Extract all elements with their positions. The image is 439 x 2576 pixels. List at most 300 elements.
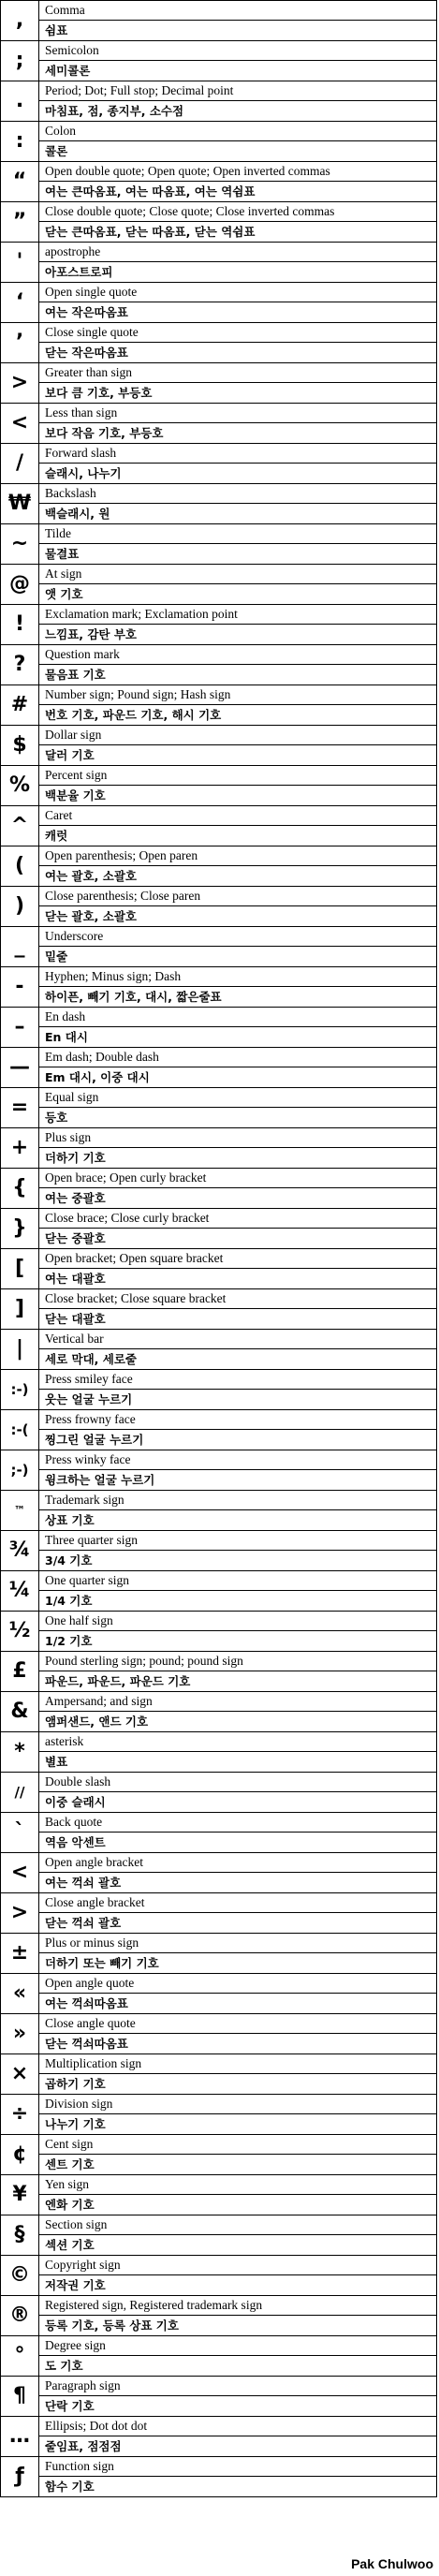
symbol-row-korean [1, 1833, 437, 1853]
symbol-row [1, 726, 437, 745]
korean-name: 역음 악센트 [39, 1833, 437, 1853]
symbol-glyph: ÷ [1, 2095, 39, 2135]
symbol-row-korean [1, 947, 437, 967]
symbol-row [1, 243, 437, 262]
english-name: Copyright sign [39, 2256, 437, 2275]
symbol-row-korean [1, 584, 437, 605]
symbol-glyph: « [1, 1974, 39, 2014]
symbol-glyph: [ [1, 1249, 39, 1289]
symbol-row-korean [1, 2034, 437, 2054]
english-name: Percent sign [39, 766, 437, 786]
korean-name: 윙크하는 얼굴 누르기 [39, 1470, 437, 1491]
symbol-glyph: + [1, 1128, 39, 1169]
english-name: Press winky face [39, 1450, 437, 1470]
symbol-row-korean [1, 383, 437, 404]
symbol-glyph: — [1, 1048, 39, 1088]
symbol-row [1, 1732, 437, 1752]
symbol-row [1, 1531, 437, 1551]
symbol-row-korean [1, 1309, 437, 1330]
symbol-row-korean [1, 182, 437, 202]
symbol-row [1, 806, 437, 826]
symbol-row [1, 1773, 437, 1792]
english-name: Ampersand; and sign [39, 1692, 437, 1712]
english-name: Three quarter sign [39, 1531, 437, 1551]
symbol-row [1, 1652, 437, 1671]
korean-name: 캐럿 [39, 826, 437, 846]
korean-name: 밑줄 [39, 947, 437, 967]
english-name: Less than sign [39, 404, 437, 423]
symbol-row [1, 1974, 437, 1994]
symbol-row-korean [1, 1913, 437, 1934]
english-name: Exclamation mark; Exclamation point [39, 605, 437, 625]
symbol-row [1, 2336, 437, 2356]
korean-name: 백슬래시, 원 [39, 504, 437, 524]
symbol-row [1, 524, 437, 544]
korean-name: 여는 꺽쇠 괄호 [39, 1873, 437, 1893]
symbol-row-korean [1, 2114, 437, 2135]
symbol-row-korean [1, 1027, 437, 1048]
english-name: Open double quote; Open quote; Open inverted commas [39, 162, 437, 182]
symbol-row [1, 363, 437, 383]
symbol-row [1, 1813, 437, 1833]
symbol-row [1, 2256, 437, 2275]
symbol-glyph: < [1, 1853, 39, 1893]
english-name: Paragraph sign [39, 2377, 437, 2396]
symbol-row-korean [1, 1390, 437, 1410]
symbol-glyph: ± [1, 1934, 39, 1974]
korean-name: 찡그린 얼굴 누르기 [39, 1430, 437, 1450]
english-name: Press frowny face [39, 1410, 437, 1430]
korean-name: 아포스트로피 [39, 262, 437, 283]
symbol-glyph: // [1, 1773, 39, 1813]
korean-name: 보다 작음 기호, 부등호 [39, 423, 437, 444]
korean-name: 닫는 괄호, 소괄호 [39, 906, 437, 927]
symbol-row [1, 1048, 437, 1067]
korean-name: 세로 막대, 세로줄 [39, 1349, 437, 1370]
symbol-glyph: ¾ [1, 1531, 39, 1571]
symbol-glyph: ‘ [1, 283, 39, 323]
symbol-glyph: , [1, 1, 39, 41]
symbol-glyph: ¥ [1, 2175, 39, 2215]
symbol-row-korean [1, 1671, 437, 1692]
symbol-row-korean [1, 1712, 437, 1732]
korean-name: 여는 큰따옴표, 여는 따옴표, 여는 역쉼표 [39, 182, 437, 202]
korean-name: 저작권 기호 [39, 2275, 437, 2296]
english-name: Forward slash [39, 444, 437, 464]
symbol-row [1, 1209, 437, 1229]
symbol-row-korean [1, 2477, 437, 2497]
symbol-row [1, 122, 437, 141]
symbol-row-korean [1, 1430, 437, 1450]
symbol-row [1, 927, 437, 947]
symbol-glyph: . [1, 81, 39, 122]
symbol-glyph: ` [1, 1813, 39, 1853]
english-name: Tilde [39, 524, 437, 544]
english-name: Comma [39, 1, 437, 21]
korean-name: 웃는 얼굴 누르기 [39, 1390, 437, 1410]
symbol-glyph: ¼ [1, 1571, 39, 1612]
symbol-row-korean [1, 1551, 437, 1571]
symbol-row-korean [1, 141, 437, 162]
korean-name: 단락 기호 [39, 2396, 437, 2417]
english-name: Pound sterling sign; pound; pound sign [39, 1652, 437, 1671]
korean-name: 도 기호 [39, 2356, 437, 2377]
symbol-row-korean [1, 826, 437, 846]
symbol-row-korean [1, 222, 437, 243]
english-name: Close single quote [39, 323, 437, 343]
symbol-row-korean [1, 423, 437, 444]
symbol-glyph: “ [1, 162, 39, 202]
symbol-row [1, 1491, 437, 1510]
symbol-glyph: ¶ [1, 2377, 39, 2417]
symbol-row-korean [1, 61, 437, 81]
english-name: Question mark [39, 645, 437, 665]
symbol-row [1, 444, 437, 464]
symbol-row-korean [1, 2074, 437, 2095]
english-name: Open bracket; Open square bracket [39, 1249, 437, 1269]
symbol-glyph: ’ [1, 323, 39, 363]
symbol-glyph: ½ [1, 1612, 39, 1652]
symbol-row [1, 202, 437, 222]
symbol-row-korean [1, 745, 437, 766]
english-name: Semicolon [39, 41, 437, 61]
symbol-row [1, 1088, 437, 1108]
english-name: At sign [39, 565, 437, 584]
korean-name: 슬래시, 나누기 [39, 464, 437, 484]
symbol-row-korean [1, 1188, 437, 1209]
korean-name: 느낌표, 감탄 부호 [39, 625, 437, 645]
symbol-glyph: ) [1, 887, 39, 927]
korean-name: 곱하기 기호 [39, 2074, 437, 2095]
english-name: Close brace; Close curly bracket [39, 1209, 437, 1229]
symbol-row [1, 685, 437, 705]
korean-name: 물음표 기호 [39, 665, 437, 685]
english-name: Close parenthesis; Close paren [39, 887, 437, 906]
korean-name: 여는 대괄호 [39, 1269, 437, 1289]
symbol-row [1, 605, 437, 625]
english-name: asterisk [39, 1732, 437, 1752]
symbol-glyph: ? [1, 645, 39, 685]
symbol-glyph: = [1, 1088, 39, 1128]
english-name: Double slash [39, 1773, 437, 1792]
symbol-row-korean [1, 262, 437, 283]
korean-name: 이중 슬래시 [39, 1792, 437, 1813]
korean-name: 1/2 기호 [39, 1631, 437, 1652]
english-name: Hyphen; Minus sign; Dash [39, 967, 437, 987]
korean-name: 콜론 [39, 141, 437, 162]
symbol-table-body [1, 1, 437, 2497]
korean-name: 별표 [39, 1752, 437, 1773]
english-name: One quarter sign [39, 1571, 437, 1591]
korean-name: 센트 기호 [39, 2155, 437, 2175]
english-name: Ellipsis; Dot dot dot [39, 2417, 437, 2436]
symbol-glyph: / [1, 444, 39, 484]
english-name: Open single quote [39, 283, 437, 302]
symbol-row-korean [1, 1229, 437, 1249]
symbol-glyph: < [1, 404, 39, 444]
korean-name: 닫는 꺽쇠 괄호 [39, 1913, 437, 1934]
korean-name: 엔화 기호 [39, 2195, 437, 2215]
symbol-row [1, 1612, 437, 1631]
symbol-glyph: ¢ [1, 2135, 39, 2175]
symbol-row-korean [1, 987, 437, 1008]
symbol-glyph: £ [1, 1652, 39, 1692]
korean-name: 여는 작은따옴표 [39, 302, 437, 323]
symbol-glyph: ^ [1, 806, 39, 846]
symbol-row [1, 1692, 437, 1712]
symbol-row [1, 404, 437, 423]
symbol-row-korean [1, 2436, 437, 2457]
symbol-row [1, 2215, 437, 2235]
symbol-glyph: § [1, 2215, 39, 2256]
symbol-glyph: @ [1, 565, 39, 605]
english-name: One half sign [39, 1612, 437, 1631]
symbol-glyph: » [1, 2014, 39, 2054]
symbol-row [1, 484, 437, 504]
symbol-row-korean [1, 1148, 437, 1169]
korean-name: 닫는 중괄호 [39, 1229, 437, 1249]
symbol-row-korean [1, 2235, 437, 2256]
english-name: Division sign [39, 2095, 437, 2114]
symbol-row-korean [1, 2396, 437, 2417]
english-name: apostrophe [39, 243, 437, 262]
korean-name: 앳 기호 [39, 584, 437, 605]
symbol-row [1, 1571, 437, 1591]
symbol-glyph: ; [1, 41, 39, 81]
symbol-row-korean [1, 302, 437, 323]
symbol-row-korean [1, 1349, 437, 1370]
symbol-row-korean [1, 705, 437, 726]
symbol-row-korean [1, 1591, 437, 1612]
symbol-glyph: ] [1, 1289, 39, 1330]
symbol-row [1, 1450, 437, 1470]
symbol-row-korean [1, 625, 437, 645]
english-name: Period; Dot; Full stop; Decimal point [39, 81, 437, 101]
symbol-row [1, 645, 437, 665]
symbol-glyph: $ [1, 726, 39, 766]
symbol-row-korean [1, 21, 437, 41]
korean-name: 1/4 기호 [39, 1591, 437, 1612]
korean-name: 달러 기호 [39, 745, 437, 766]
symbol-glyph: > [1, 1893, 39, 1934]
symbol-row [1, 2457, 437, 2477]
english-name: Underscore [39, 927, 437, 947]
english-name: Vertical bar [39, 1330, 437, 1349]
symbol-glyph: – [1, 1008, 39, 1048]
korean-name: 함수 기호 [39, 2477, 437, 2497]
english-name: Close angle quote [39, 2014, 437, 2034]
symbol-row [1, 41, 437, 61]
symbol-row [1, 967, 437, 987]
symbol-glyph: ( [1, 846, 39, 887]
symbol-glyph: ® [1, 2296, 39, 2336]
english-name: Plus sign [39, 1128, 437, 1148]
symbol-row-korean [1, 2356, 437, 2377]
symbol-glyph: % [1, 766, 39, 806]
symbol-glyph: * [1, 1732, 39, 1773]
english-name: Colon [39, 122, 437, 141]
symbol-glyph: > [1, 363, 39, 404]
symbol-row-korean [1, 2195, 437, 2215]
symbol-row-korean [1, 906, 437, 927]
symbol-glyph: :-) [1, 1370, 39, 1410]
korean-name: 세미콜론 [39, 61, 437, 81]
symbol-row-korean [1, 1631, 437, 1652]
symbol-row [1, 2014, 437, 2034]
english-name: Open angle bracket [39, 1853, 437, 1873]
symbol-row [1, 1249, 437, 1269]
korean-name: 백분율 기호 [39, 786, 437, 806]
symbol-row-korean [1, 1470, 437, 1491]
symbol-row-korean [1, 1067, 437, 1088]
symbol-row-korean [1, 2275, 437, 2296]
symbol-row-korean [1, 1752, 437, 1773]
symbol-glyph: ° [1, 2336, 39, 2377]
korean-name: 여는 괄호, 소괄호 [39, 866, 437, 887]
symbol-glyph: ! [1, 605, 39, 645]
symbol-row-korean [1, 1269, 437, 1289]
english-name: Open angle quote [39, 1974, 437, 1994]
korean-name: 보다 큼 기호, 부등호 [39, 383, 437, 404]
english-name: Number sign; Pound sign; Hash sign [39, 685, 437, 705]
symbol-row [1, 1330, 437, 1349]
korean-name: 앰퍼샌드, 앤드 기호 [39, 1712, 437, 1732]
symbol-row [1, 323, 437, 343]
korean-name: 닫는 대괄호 [39, 1309, 437, 1330]
symbol-row [1, 2135, 437, 2155]
symbol-row [1, 1410, 437, 1430]
symbol-row-korean [1, 1792, 437, 1813]
symbol-glyph: - [1, 967, 39, 1008]
korean-name: Em 대시, 이중 대시 [39, 1067, 437, 1088]
symbol-glyph: ” [1, 202, 39, 243]
symbol-row [1, 1893, 437, 1913]
symbol-row [1, 1853, 437, 1873]
korean-name: 더하기 또는 빼기 기호 [39, 1953, 437, 1974]
english-name: Close bracket; Close square bracket [39, 1289, 437, 1309]
korean-name: 더하기 기호 [39, 1148, 437, 1169]
korean-name: 등록 기호, 등록 상표 기호 [39, 2316, 437, 2336]
korean-name: 번호 기호, 파운드 기호, 해시 기호 [39, 705, 437, 726]
korean-name: 상표 기호 [39, 1510, 437, 1531]
symbol-row [1, 2175, 437, 2195]
symbol-glyph: ƒ [1, 2457, 39, 2497]
symbol-row [1, 887, 437, 906]
english-name: Yen sign [39, 2175, 437, 2195]
english-name: Function sign [39, 2457, 437, 2477]
symbol-row [1, 846, 437, 866]
symbol-row-korean [1, 786, 437, 806]
symbol-row-korean [1, 2316, 437, 2336]
author-credit: Pak Chulwoo [351, 2556, 433, 2571]
symbol-row-korean [1, 2155, 437, 2175]
symbol-glyph: : [1, 122, 39, 162]
symbol-row [1, 1289, 437, 1309]
symbol-row [1, 1008, 437, 1027]
symbol-glyph: ~ [1, 524, 39, 565]
symbol-row [1, 2054, 437, 2074]
symbol-row-korean [1, 1953, 437, 1974]
symbol-glyph: { [1, 1169, 39, 1209]
english-name: Plus or minus sign [39, 1934, 437, 1953]
korean-name: 3/4 기호 [39, 1551, 437, 1571]
english-name: Dollar sign [39, 726, 437, 745]
english-name: Close angle bracket [39, 1893, 437, 1913]
symbol-row-korean [1, 544, 437, 565]
symbol-glyph: # [1, 685, 39, 726]
korean-name: 파운드, 파운드, 파운드 기호 [39, 1671, 437, 1692]
symbol-glyph: ' [1, 243, 39, 283]
symbol-row [1, 283, 437, 302]
korean-name: 섹션 기호 [39, 2235, 437, 2256]
symbol-glyph: ₩ [1, 484, 39, 524]
english-name: Em dash; Double dash [39, 1048, 437, 1067]
english-name: Section sign [39, 2215, 437, 2235]
symbol-glyph: ™ [1, 1491, 39, 1531]
symbol-row [1, 1128, 437, 1148]
symbol-glyph: & [1, 1692, 39, 1732]
symbol-row-korean [1, 1873, 437, 1893]
english-name: Press smiley face [39, 1370, 437, 1390]
symbol-row [1, 2095, 437, 2114]
english-name: Equal sign [39, 1088, 437, 1108]
symbol-row-korean [1, 504, 437, 524]
korean-name: 여는 중괄호 [39, 1188, 437, 1209]
english-name: Back quote [39, 1813, 437, 1833]
symbol-row [1, 2417, 437, 2436]
symbol-glyph: × [1, 2054, 39, 2095]
symbol-glyph: _ [1, 927, 39, 967]
symbol-row [1, 162, 437, 182]
korean-name: 나누기 기호 [39, 2114, 437, 2135]
symbol-glyph: :-( [1, 1410, 39, 1450]
symbol-row [1, 1169, 437, 1188]
english-name: Close double quote; Close quote; Close inverted commas [39, 202, 437, 222]
korean-name: En 대시 [39, 1027, 437, 1048]
symbol-row [1, 766, 437, 786]
english-name: Cent sign [39, 2135, 437, 2155]
symbol-row-korean [1, 665, 437, 685]
korean-name: 물결표 [39, 544, 437, 565]
english-name: Multiplication sign [39, 2054, 437, 2074]
korean-name: 닫는 큰따옴표, 닫는 따옴표, 닫는 역쉼표 [39, 222, 437, 243]
symbol-row-korean [1, 464, 437, 484]
korean-name: 닫는 작은따옴표 [39, 343, 437, 363]
english-name: Registered sign, Registered trademark sign [39, 2296, 437, 2316]
symbol-row [1, 565, 437, 584]
english-name: Trademark sign [39, 1491, 437, 1510]
symbol-row [1, 2377, 437, 2396]
symbol-glyph: … [1, 2417, 39, 2457]
symbol-glyph: | [1, 1330, 39, 1370]
symbol-row-korean [1, 1108, 437, 1128]
english-name: En dash [39, 1008, 437, 1027]
symbol-glyph: } [1, 1209, 39, 1249]
symbol-row [1, 1, 437, 21]
korean-name: 마침표, 점, 종지부, 소수점 [39, 101, 437, 122]
english-name: Open parenthesis; Open paren [39, 846, 437, 866]
symbol-row-korean [1, 866, 437, 887]
english-name: Greater than sign [39, 363, 437, 383]
symbol-row-korean [1, 343, 437, 363]
symbol-glyph: ;-) [1, 1450, 39, 1491]
korean-name: 등호 [39, 1108, 437, 1128]
symbol-row-korean [1, 1994, 437, 2014]
symbol-row [1, 1370, 437, 1390]
korean-name: 닫는 꺽쇠따옴표 [39, 2034, 437, 2054]
english-name: Open brace; Open curly bracket [39, 1169, 437, 1188]
korean-name: 여는 꺽쇠따옴표 [39, 1994, 437, 2014]
